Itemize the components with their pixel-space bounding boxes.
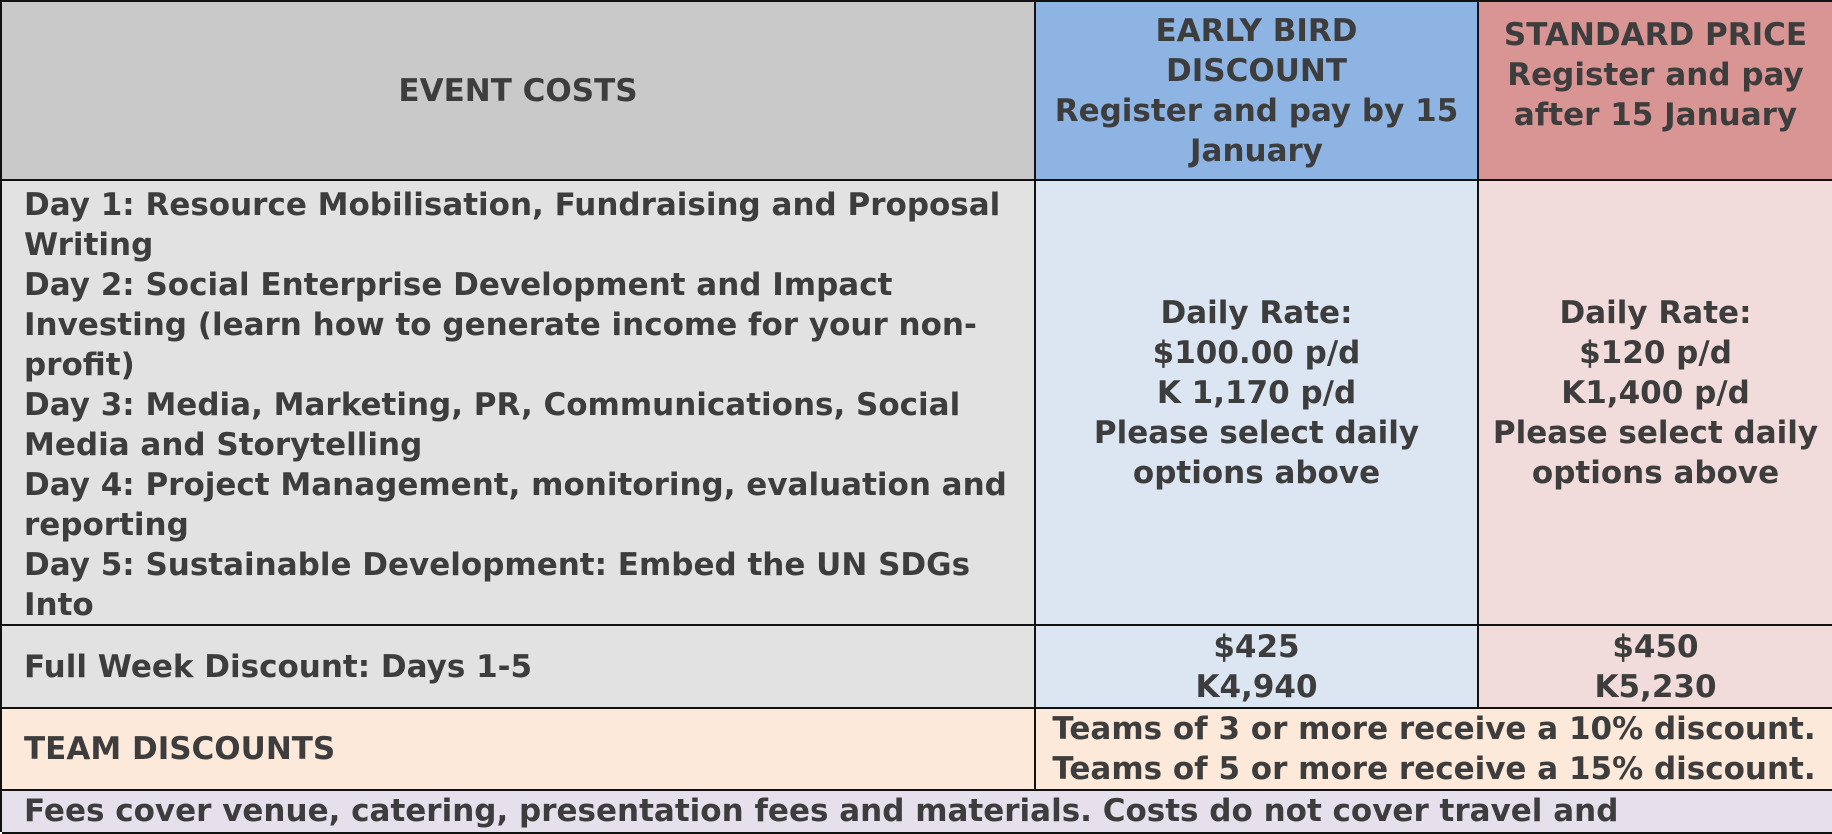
full-week-label-cell [2, 626, 1036, 709]
daily-rate-line: K 1,170 p/d [1156, 374, 1357, 411]
day-line: Day 4: Project Management, monitoring, evaluation and [24, 467, 1007, 503]
day-line: Day 1: Resource Mobilisation, Fundraising and Proposal [24, 187, 1001, 223]
day-line: profit) [24, 347, 135, 383]
standard-daily-rate-cell [1479, 181, 1832, 626]
fees-note: Fees cover venue, catering, presentation fees and materials. Costs do not cover travel and [24, 793, 1619, 829]
standard-price-header-cell [1479, 2, 1832, 181]
day-line: Media and Storytelling [24, 427, 423, 463]
daily-rate-line: $120 p/d [1579, 334, 1732, 371]
full-week-label: Full Week Discount: Days 1-5 [24, 648, 533, 685]
fees-note-cell [2, 791, 1832, 834]
daily-rate-line: $100.00 p/d [1152, 334, 1361, 371]
daily-rate-line: Please select daily [1492, 414, 1819, 451]
full-week-price-line: $425 [1213, 628, 1300, 665]
day-line: Day 3: Media, Marketing, PR, Communications, Social [24, 387, 961, 423]
days-list [24, 185, 1034, 626]
early-bird-heading-line: Register and pay by 15 [1054, 92, 1459, 129]
day-line: Investing (learn how to generate income for your non- [24, 307, 977, 343]
standard-daily-rate [1493, 293, 1818, 493]
standard-price-heading-line: STANDARD PRICE [1503, 16, 1808, 53]
event-costs-heading: EVENT COSTS [398, 72, 638, 109]
team-discounts-text [1052, 709, 1815, 789]
event-costs-header-cell [2, 2, 1036, 181]
daily-rate-line: Please select daily [1093, 414, 1420, 451]
team-discount-line: Teams of 3 or more receive a 10% discount. [1052, 711, 1816, 747]
early-bird-full-week-cell [1036, 626, 1479, 709]
day-line: reporting [24, 507, 189, 543]
team-discount-line: Teams of 5 or more receive a 15% discount. [1052, 751, 1816, 787]
standard-price-heading-line: after 15 January [1513, 96, 1798, 133]
team-discounts-text-cell [1036, 709, 1832, 791]
day-line: Day 2: Social Enterprise Development and Impact [24, 267, 893, 303]
full-week-price-line: $450 [1612, 628, 1699, 665]
daily-rate-line: Daily Rate: [1559, 294, 1752, 331]
standard-price-heading-line: Register and pay [1507, 56, 1804, 93]
early-bird-full-week-price [1195, 627, 1317, 707]
day-line: Writing [24, 227, 154, 263]
early-bird-daily-rate [1094, 293, 1419, 493]
daily-rate-line: Daily Rate: [1160, 294, 1353, 331]
daily-rate-line: K1,400 p/d [1561, 374, 1750, 411]
days-list-cell [2, 181, 1036, 626]
day-line: Day 5: Sustainable Development: Embed the UN SDGs Into [24, 547, 971, 623]
team-discounts-label-cell [2, 709, 1036, 791]
full-week-price-line: K4,940 [1195, 668, 1318, 705]
early-bird-daily-rate-cell [1036, 181, 1479, 626]
early-bird-heading-line: DISCOUNT [1166, 52, 1347, 89]
standard-full-week-cell [1479, 626, 1832, 709]
early-bird-header-cell [1036, 2, 1479, 181]
early-bird-heading-line: EARLY BIRD [1155, 12, 1358, 49]
daily-rate-line: options above [1531, 454, 1780, 491]
team-discounts-label: TEAM DISCOUNTS [24, 731, 336, 767]
daily-rate-line: options above [1132, 454, 1381, 491]
standard-price-heading [1504, 15, 1807, 135]
early-bird-heading [1055, 11, 1459, 171]
full-week-price-line: K5,230 [1594, 668, 1717, 705]
early-bird-heading-line: January [1189, 132, 1323, 169]
standard-full-week-price [1594, 627, 1716, 707]
